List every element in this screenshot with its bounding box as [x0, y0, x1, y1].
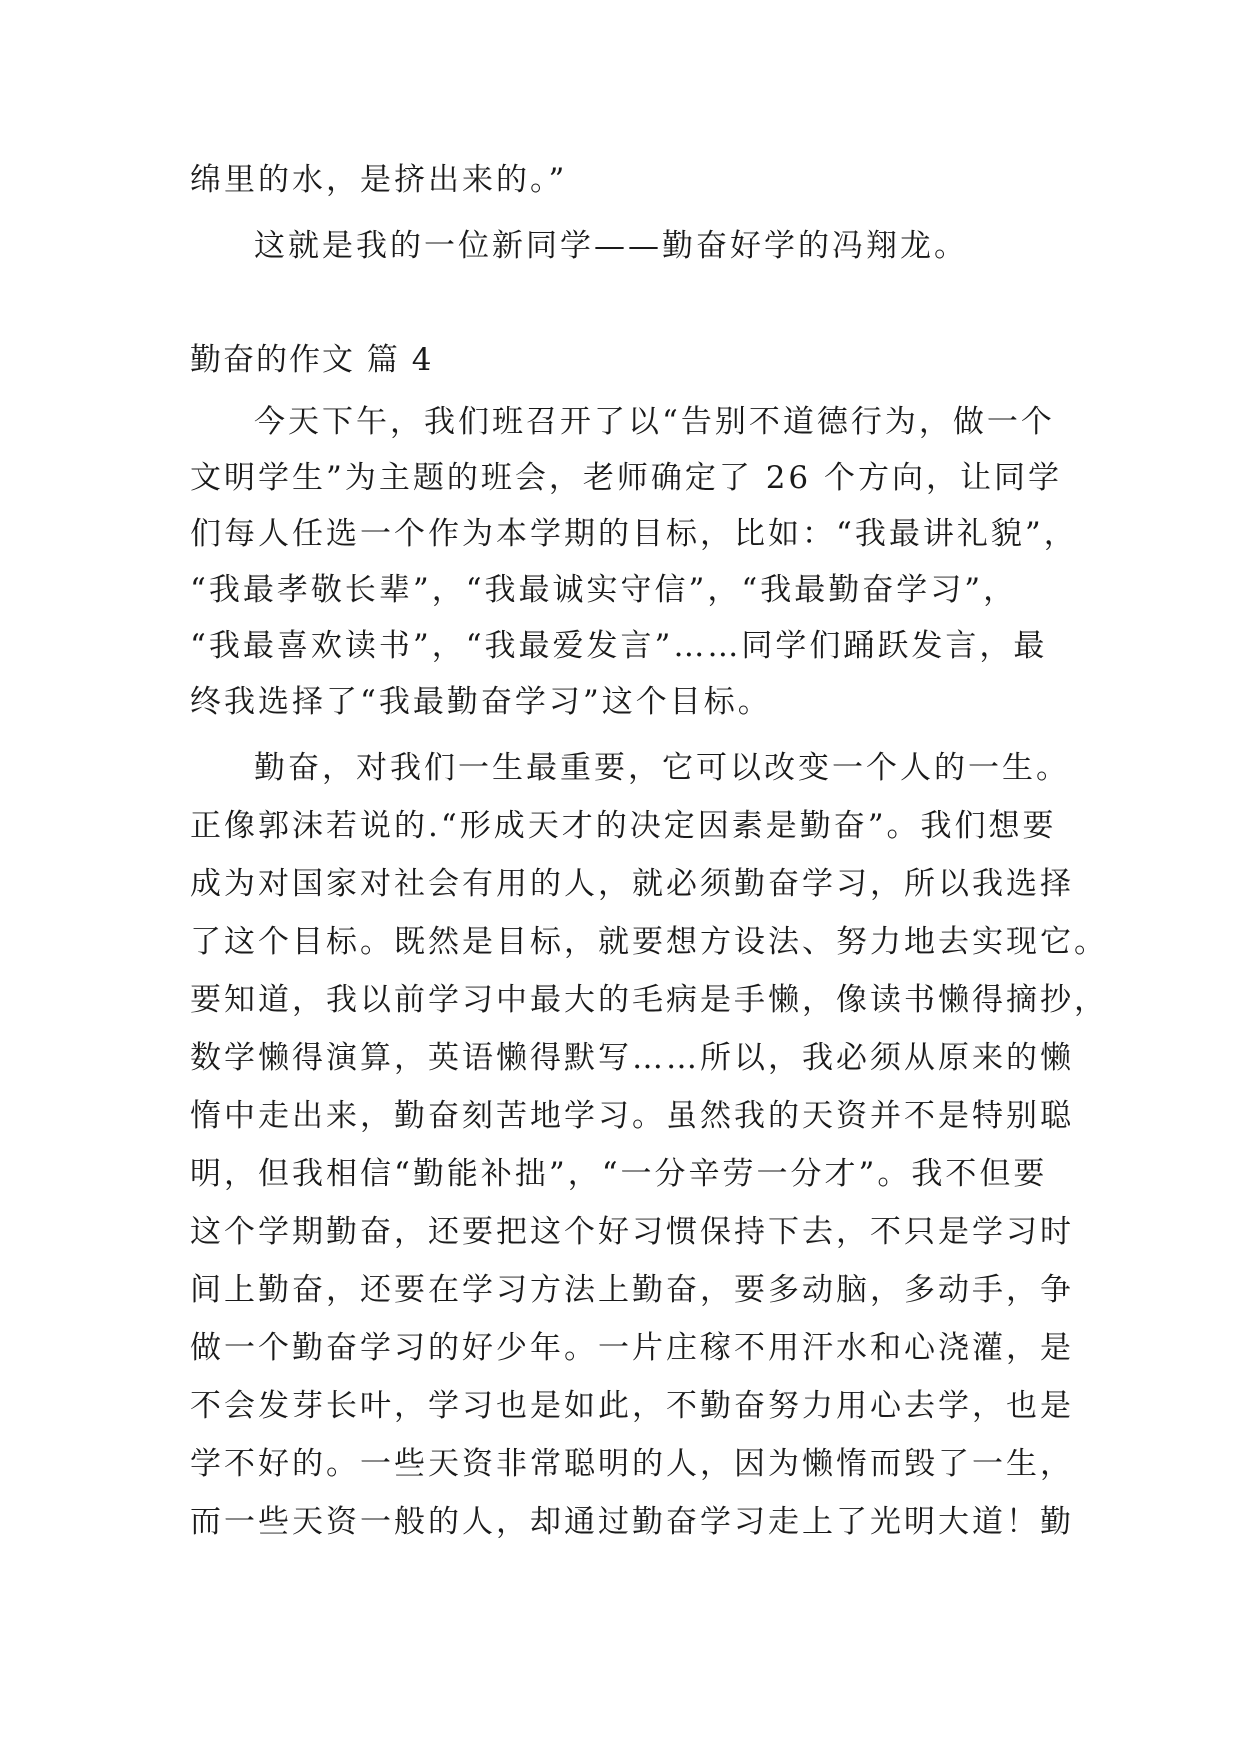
text-line: 成为对国家对社会有用的人，就必须勤奋学习，所以我选择 [190, 866, 1074, 902]
text-line: 不会发芽长叶，学习也是如此，不勤奋努力用心去学，也是 [190, 1388, 1074, 1424]
text-line: “我最喜欢读书”，“我最爱发言”……同学们踊跃发言，最 [190, 628, 1048, 664]
text-line: 要知道，我以前学习中最大的毛病是手懒，像读书懒得摘抄， [190, 982, 1108, 1018]
text-line: 间上勤奋，还要在学习方法上勤奋，要多动脑，多动手，争 [190, 1272, 1074, 1308]
text-line: 这个学期勤奋，还要把这个好习惯保持下去，不只是学习时 [190, 1214, 1074, 1250]
text-line: 而一些天资一般的人，却通过勤奋学习走上了光明大道！勤 [190, 1504, 1074, 1540]
text-line: 绵里的水，是挤出来的。” [190, 162, 568, 198]
text-line: 做一个勤奋学习的好少年。一片庄稼不用汗水和心浇灌，是 [190, 1330, 1074, 1366]
text-line: 学不好的。一些天资非常聪明的人，因为懒惰而毁了一生， [190, 1446, 1074, 1482]
text-line: 了这个目标。既然是目标，就要想方设法、努力地去实现它。 [190, 924, 1108, 960]
text-line: 这就是我的一位新同学——勤奋好学的冯翔龙。 [254, 228, 968, 264]
text-line: 今天下午，我们班召开了以“告别不道德行为，做一个 [254, 404, 1055, 440]
text-line: 明，但我相信“勤能补拙”，“一分辛劳一分才”。我不但要 [190, 1156, 1048, 1192]
text-line: 数学懒得演算，英语懒得默写……所以，我必须从原来的懒 [190, 1040, 1074, 1076]
text-line: “我最孝敬长辈”，“我最诚实守信”，“我最勤奋学习”， [190, 572, 1018, 608]
text-line: 勤奋，对我们一生最重要，它可以改变一个人的一生。 [254, 750, 1070, 786]
section-title: 勤奋的作文 篇 4 [190, 342, 434, 378]
text-line: 文明学生”为主题的班会，老师确定了 26 个方向，让同学 [190, 460, 1062, 496]
text-line: 终我选择了“我最勤奋学习”这个目标。 [190, 684, 772, 720]
text-line: 们每人任选一个作为本学期的目标，比如：“我最讲礼貌”， [190, 516, 1078, 552]
text-line: 正像郭沫若说的.“形成天才的决定因素是勤奋”。我们想要 [190, 808, 1057, 844]
text-line: 惰中走出来，勤奋刻苦地学习。虽然我的天资并不是特别聪 [190, 1098, 1074, 1134]
